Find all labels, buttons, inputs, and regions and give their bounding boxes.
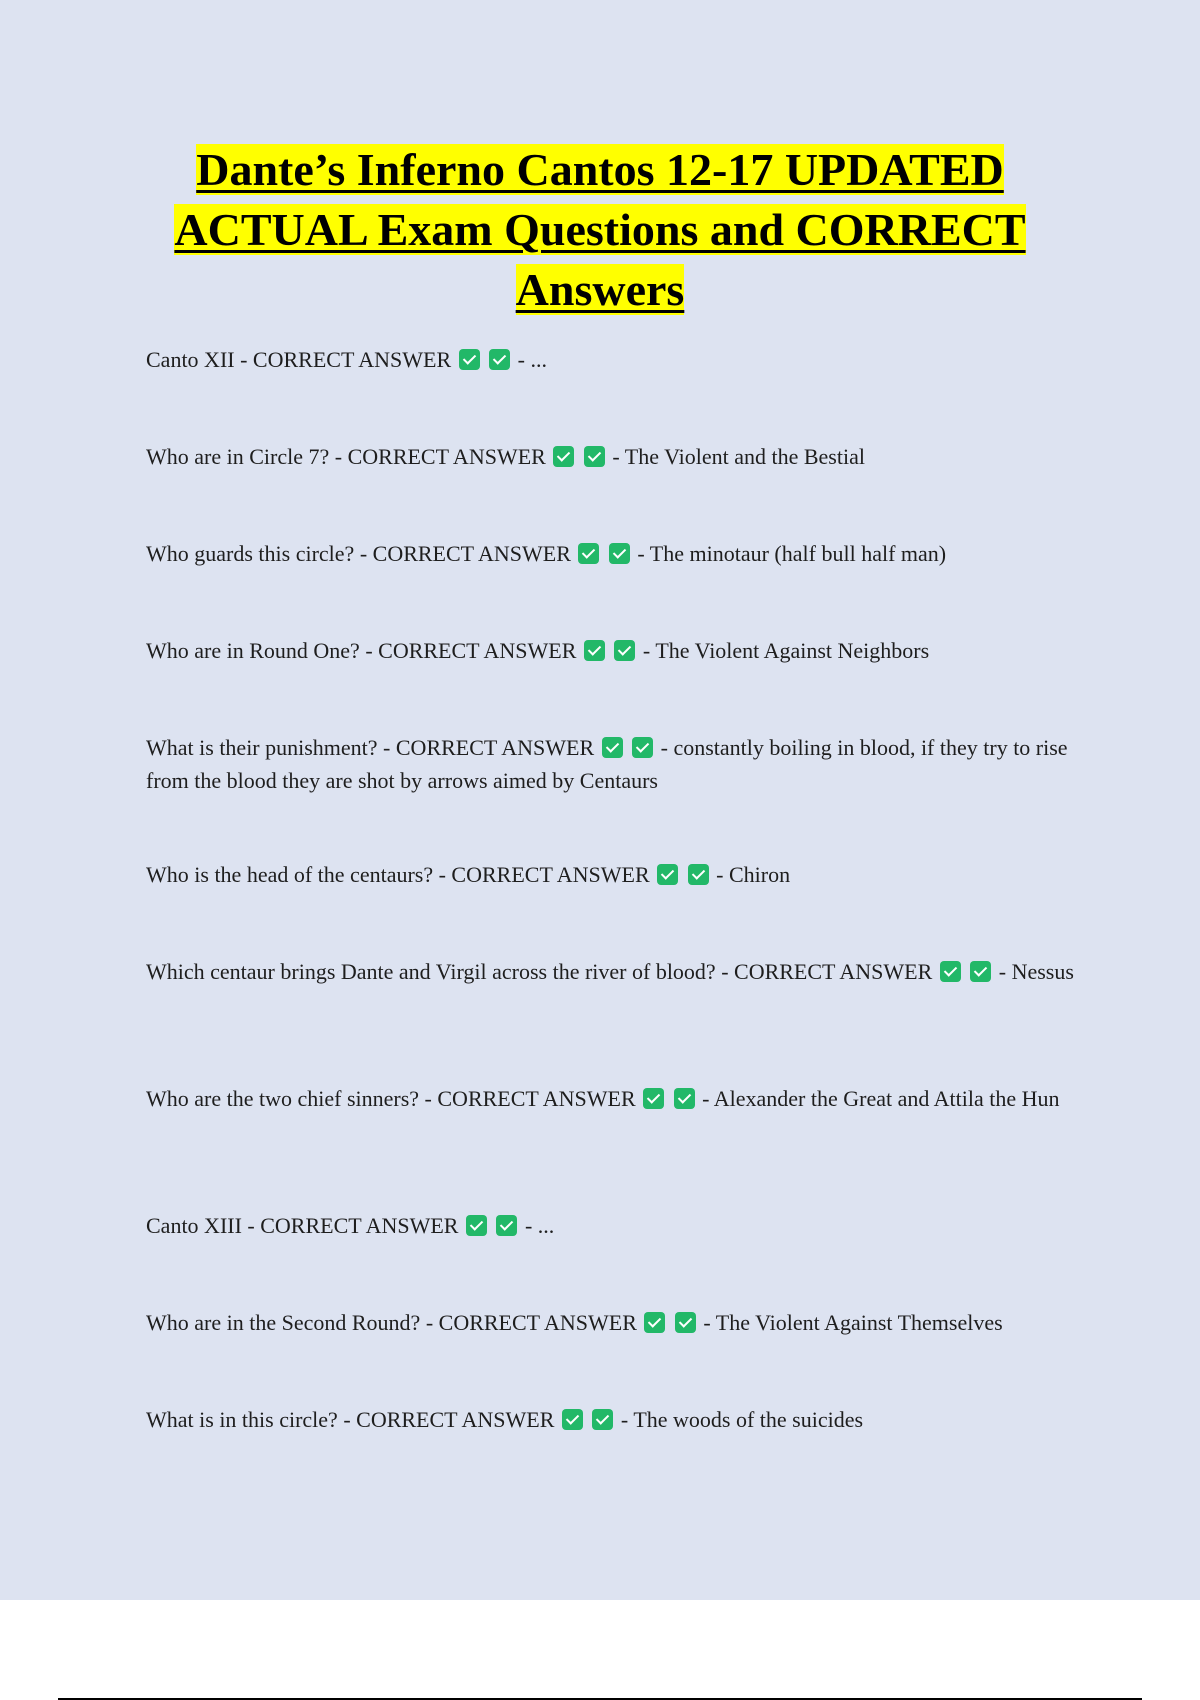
checkmark-box-icon	[562, 1409, 583, 1430]
question-text: What is in this circle? - CORRECT ANSWER	[146, 1407, 555, 1432]
document-title-text: Dante’s Inferno Cantos 12-17 UPDATED ACTUAL Exam Questions and CORRECT Answers	[174, 144, 1026, 315]
question-text: Who are the two chief sinners? - CORRECT ANSWER	[146, 1086, 636, 1111]
checkmark-box-icon	[578, 543, 599, 564]
checkmark-box-icon	[970, 961, 991, 982]
checkmark-box-icon	[675, 1312, 696, 1333]
checkmark-box-icon	[614, 640, 635, 661]
checkmark-box-icon	[657, 864, 678, 885]
answer-text: - ...	[517, 347, 547, 372]
question-text: Who are in Circle 7? - CORRECT ANSWER	[146, 444, 546, 469]
question-text: Canto XIII - CORRECT ANSWER	[146, 1213, 459, 1238]
checkmark-box-icon	[459, 349, 480, 370]
qa-item	[146, 955, 1090, 988]
answer-text: - ...	[524, 1213, 555, 1238]
checkmark-box-icon	[496, 1215, 517, 1236]
answer-text: - The Violent Against Neighbors	[642, 638, 930, 663]
answer-text: - Nessus	[998, 959, 1074, 984]
answer-text: - The Violent and the Bestial	[612, 444, 865, 469]
qa-item	[146, 537, 1090, 570]
qa-item	[146, 343, 1090, 376]
answer-text: - The Violent Against Themselves	[703, 1310, 1003, 1335]
checkmark-box-icon	[602, 737, 623, 758]
checkmark-box-icon	[632, 737, 653, 758]
question-text: Canto XII - CORRECT ANSWER	[146, 347, 452, 372]
answer-text: - Chiron	[716, 862, 791, 887]
checkmark-box-icon	[489, 349, 510, 370]
qa-item	[146, 1306, 1090, 1339]
checkmark-box-icon	[643, 1088, 664, 1109]
question-text: Who are in Round One? - CORRECT ANSWER	[146, 638, 577, 663]
checkmark-box-icon	[584, 446, 605, 467]
answer-text: - The woods of the suicides	[620, 1407, 864, 1432]
question-text: What is their punishment? - CORRECT ANSWER	[146, 735, 595, 760]
question-text: Who are in the Second Round? - CORRECT ANSWER	[146, 1310, 637, 1335]
qa-item	[146, 858, 1090, 891]
checkmark-box-icon	[466, 1215, 487, 1236]
qa-item	[146, 440, 1090, 473]
answer-text: - Alexander the Great and Attila the Hun	[702, 1086, 1060, 1111]
qa-item	[146, 1082, 1090, 1115]
checkmark-box-icon	[609, 543, 630, 564]
question-text: Who guards this circle? - CORRECT ANSWER	[146, 541, 571, 566]
qa-item	[146, 731, 1090, 797]
document-title	[100, 140, 1100, 320]
checkmark-box-icon	[592, 1409, 613, 1430]
qa-item	[146, 1209, 1090, 1242]
checkmark-box-icon	[644, 1312, 665, 1333]
answer-text: - The minotaur (half bull half man)	[637, 541, 947, 566]
question-text: Who is the head of the centaurs? - CORRECT ANSWER	[146, 862, 650, 887]
checkmark-box-icon	[674, 1088, 695, 1109]
answer-text: - constantly boiling in blood, if they try to rise from the blood they are shot by arrows aimed by Centaurs	[146, 735, 1068, 793]
qa-item	[146, 634, 1090, 667]
qa-item	[146, 1403, 1090, 1436]
checkmark-box-icon	[553, 446, 574, 467]
checkmark-box-icon	[584, 640, 605, 661]
question-text: Which centaur brings Dante and Virgil across the river of blood? - CORRECT ANSWER	[146, 959, 933, 984]
checkmark-box-icon	[940, 961, 961, 982]
checkmark-box-icon	[688, 864, 709, 885]
